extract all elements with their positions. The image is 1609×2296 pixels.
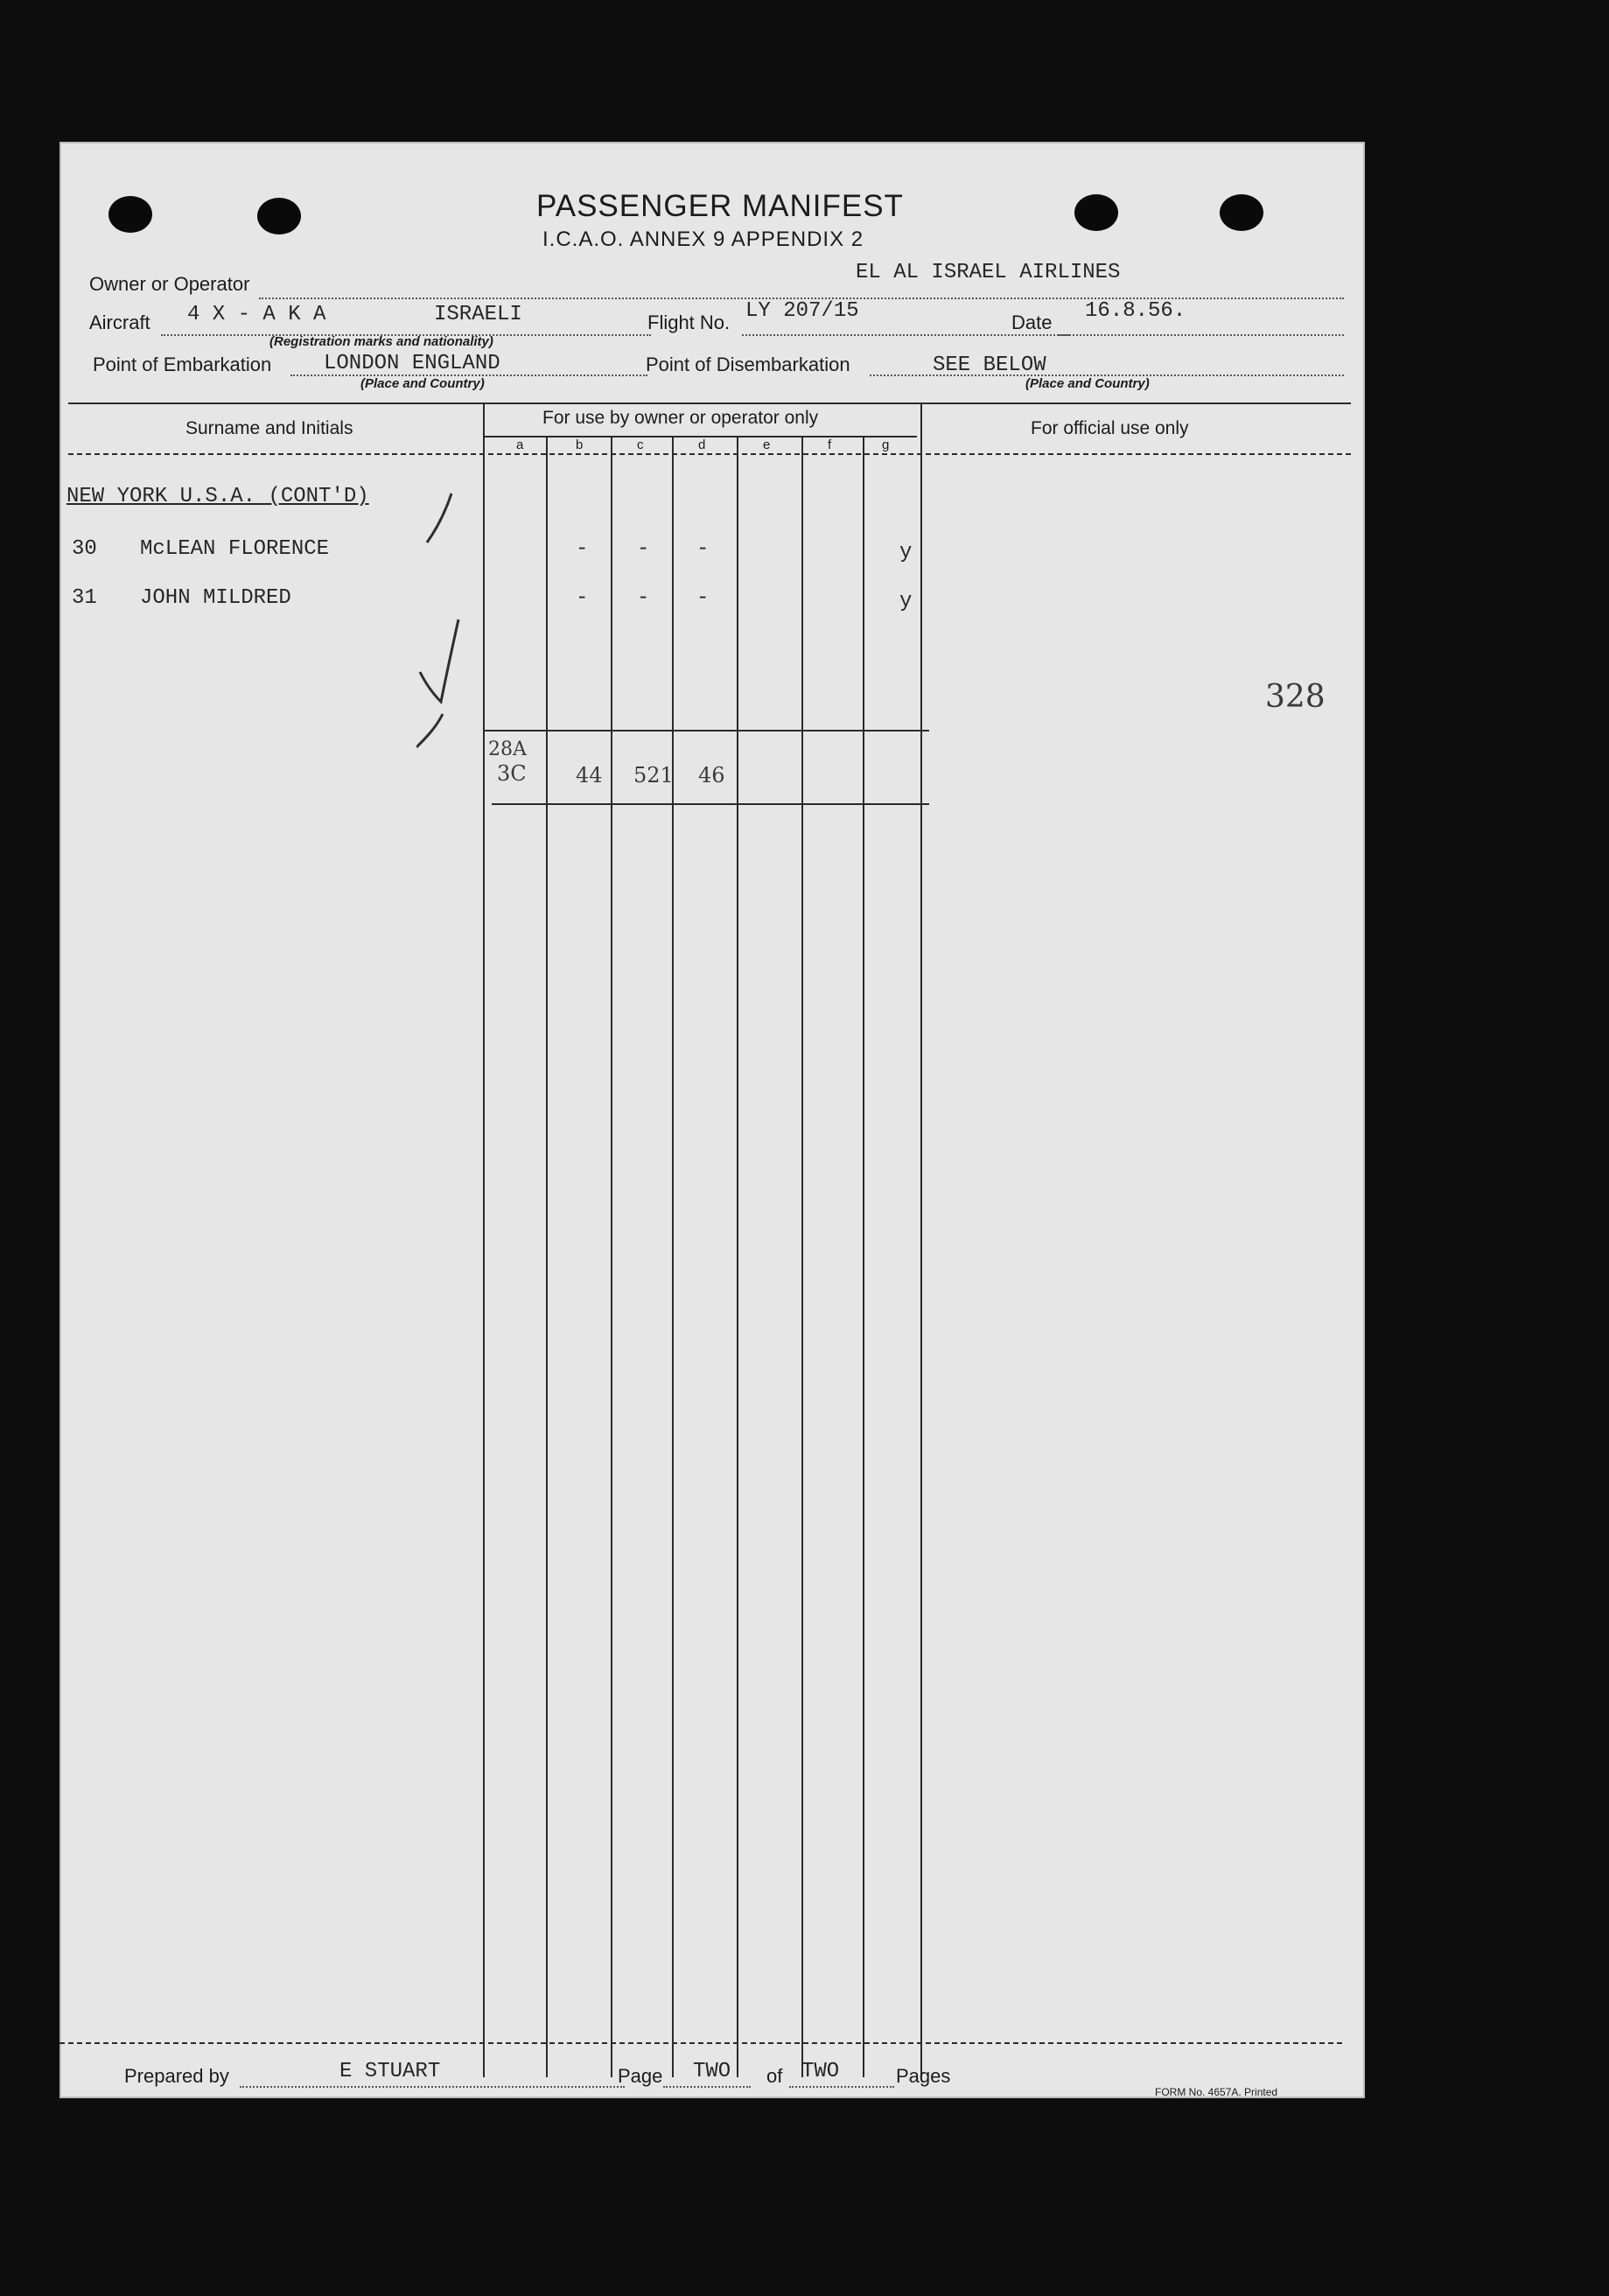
punch-hole-left-1 <box>108 196 152 233</box>
column-divider-f <box>801 436 803 2077</box>
passenger-number: 30 <box>72 537 97 561</box>
page-value: TWO <box>693 2060 731 2083</box>
disembarkation-label: Point of Disembarkation <box>646 354 850 375</box>
column-letter-d: d <box>698 438 706 452</box>
column-divider-e <box>737 436 738 2077</box>
passenger-number: 31 <box>72 586 97 610</box>
of-dotted-line <box>789 2086 894 2088</box>
column-divider-b <box>546 436 548 2077</box>
manifest-sheet <box>59 142 1365 2098</box>
column-letter-g: g <box>882 438 890 452</box>
prepared-by-value: E STUART <box>339 2060 441 2083</box>
passenger-cell-d: - <box>696 537 710 561</box>
total-cell-b: 44 <box>576 763 603 788</box>
total-cell-a-top: 28A <box>488 738 527 760</box>
passenger-cell-c: - <box>637 586 650 610</box>
passenger-cell-g: y <box>899 541 913 564</box>
page-dotted-line <box>663 2086 751 2088</box>
column-letter-c: c <box>637 438 644 452</box>
form-title: PASSENGER MANIFEST <box>536 189 904 223</box>
table-header-bottom-line <box>68 453 1351 455</box>
column-divider-surname <box>483 402 485 439</box>
page-label: Page <box>618 2065 663 2087</box>
column-divider-g <box>863 436 864 2077</box>
footer-top-line <box>59 2042 1342 2044</box>
prepared-by-dotted-line <box>240 2086 625 2088</box>
table-top-line <box>68 402 1351 404</box>
flight-dotted-line <box>742 334 1069 336</box>
owner-value: EL AL ISRAEL AIRLINES <box>856 261 1121 284</box>
column-divider-d <box>672 436 674 2077</box>
passenger-cell-b: - <box>576 537 589 561</box>
aircraft-registration: 4 X - A K A <box>187 303 326 326</box>
pages-label: Pages <box>896 2065 951 2087</box>
total-cell-d: 46 <box>698 763 725 788</box>
embarkation-value: LONDON ENGLAND <box>324 352 500 375</box>
flight-value: LY 207/15 <box>745 299 859 323</box>
owner-column-header: For use by owner or operator only <box>542 408 819 428</box>
aircraft-nationality: ISRAELI <box>434 303 522 326</box>
of-value: TWO <box>801 2060 840 2083</box>
form-number: FORM No. 4657A. Printed <box>1155 2086 1278 2098</box>
date-value: 16.8.56. <box>1085 299 1186 323</box>
surname-column-header: Surname and Initials <box>185 418 353 438</box>
column-letter-f: f <box>828 438 832 452</box>
column-divider-c <box>611 436 612 2077</box>
passenger-name: JOHN MILDRED <box>140 586 291 610</box>
passenger-cell-d: - <box>696 586 710 610</box>
total-cell-a: 3C <box>497 761 527 786</box>
date-label: Date <box>1011 312 1053 333</box>
totals-bottom-line <box>492 803 929 805</box>
column-letter-a: a <box>516 438 524 452</box>
passenger-cell-c: - <box>637 537 650 561</box>
disembarkation-value: SEE BELOW <box>933 354 1046 377</box>
owner-label: Owner or Operator <box>89 273 250 295</box>
check-mark-icon <box>416 488 469 777</box>
passenger-name: McLEAN FLORENCE <box>140 537 330 561</box>
column-divider-official <box>920 402 922 2077</box>
punch-hole-right-2 <box>1220 194 1263 231</box>
punch-hole-left-2 <box>257 198 301 234</box>
column-letter-b: b <box>576 438 584 452</box>
prepared-by-label: Prepared by <box>124 2065 229 2087</box>
official-column-header: For official use only <box>1031 418 1189 438</box>
embarkation-note: (Place and Country) <box>360 376 485 391</box>
flight-label: Flight No. <box>647 312 731 333</box>
passenger-cell-g: y <box>899 590 913 613</box>
form-subtitle: I.C.A.O. ANNEX 9 APPENDIX 2 <box>542 228 864 251</box>
column-letter-e: e <box>763 438 771 452</box>
page-stamp-number: 328 <box>1265 679 1326 715</box>
disembarkation-note: (Place and Country) <box>1025 376 1150 391</box>
passenger-cell-b: - <box>576 586 589 610</box>
embarkation-label: Point of Embarkation <box>93 354 272 375</box>
aircraft-label: Aircraft <box>89 312 150 333</box>
of-label: of <box>766 2065 783 2087</box>
column-divider-a <box>483 439 485 2077</box>
total-cell-c: 521 <box>633 763 674 788</box>
punch-hole-right-1 <box>1074 194 1118 231</box>
date-dotted-line <box>1059 334 1344 336</box>
totals-top-line <box>483 730 929 732</box>
destination-section: NEW YORK U.S.A. (CONT'D) <box>66 485 369 508</box>
aircraft-note: (Registration marks and nationality) <box>269 334 493 349</box>
